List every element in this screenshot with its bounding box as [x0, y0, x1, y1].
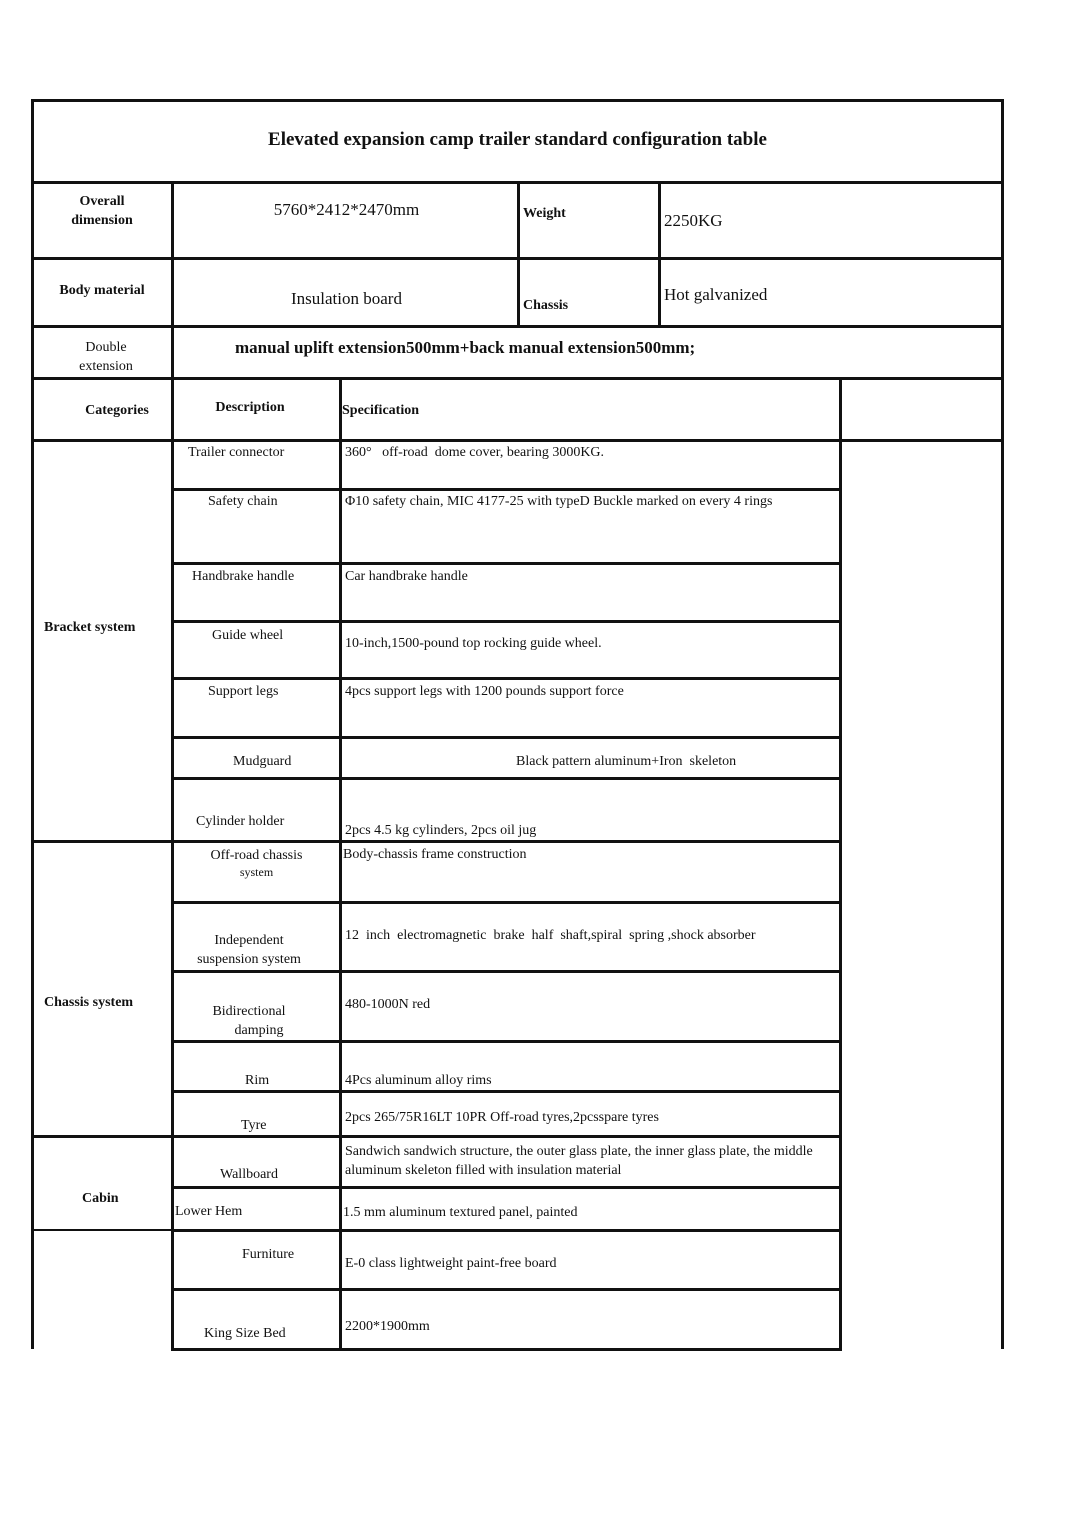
row-specification: 360° off-road dome cover, bearing 3000KG. [345, 445, 605, 460]
header-specification: Specification [342, 403, 419, 418]
divider [171, 1186, 842, 1189]
header-description: Description [215, 400, 285, 415]
overall-dimension-label [31, 192, 173, 230]
row-specification: Car handbrake handle [345, 569, 468, 584]
row-description: Trailer connector [188, 445, 285, 460]
row-specification: Φ10 safety chain, MIC 4177-25 with typeD Buckle marked on every 4 rings [345, 494, 773, 509]
divider [171, 562, 842, 565]
chassis-value: Hot galvanized [664, 285, 768, 304]
divider [339, 377, 342, 1350]
divider [171, 1288, 842, 1291]
row-description [174, 1002, 324, 1040]
category-cabin: Cabin [82, 1191, 119, 1206]
body-material-label: Body material [59, 283, 145, 298]
divider [171, 777, 842, 780]
divider [658, 181, 661, 327]
divider [171, 1090, 842, 1093]
divider [171, 736, 842, 739]
divider [31, 377, 1004, 380]
divider [31, 1229, 173, 1231]
row-description: Lower Hem [175, 1204, 243, 1219]
row-description: Tyre [241, 1118, 267, 1133]
row-description: Guide wheel [212, 628, 284, 643]
row-description-line1: Off-road chassis [210, 848, 303, 863]
divider [171, 901, 842, 904]
divider [31, 1135, 842, 1138]
overall-dimension-label-line2: dimension [71, 213, 133, 228]
divider [171, 677, 842, 680]
divider [171, 488, 842, 491]
row-specification: Sandwich sandwich structure, the outer glass plate, the inner glass plate, the middle aluminum skeleton filled with insulation material [345, 1144, 813, 1178]
row-description [174, 931, 324, 969]
overall-dimension-value: 5760*2412*2470mm [273, 200, 420, 219]
divider [171, 1348, 842, 1351]
double-extension-label-line2: extension [79, 359, 133, 374]
divider [839, 377, 842, 1350]
row-specification: 12 inch electromagnetic brake half shaft,spiral spring ,shock absorber [345, 928, 756, 943]
divider [31, 840, 842, 843]
row-description-line2: suspension system [197, 952, 301, 967]
row-description-line2: system [239, 865, 274, 879]
row-description: King Size Bed [204, 1326, 286, 1341]
divider [171, 1229, 842, 1232]
row-description: Wallboard [220, 1167, 278, 1182]
divider [171, 970, 842, 973]
row-description: Furniture [242, 1247, 295, 1262]
category-chassis-system: Chassis system [44, 995, 134, 1010]
weight-label: Weight [523, 206, 566, 221]
header-categories: Categories [85, 403, 149, 418]
row-specification: 480-1000N red [345, 997, 431, 1012]
row-description [174, 846, 339, 879]
chassis-label: Chassis [523, 298, 569, 313]
double-extension-value: manual uplift extension500mm+back manual extension500mm; [235, 338, 696, 357]
page-title: Elevated expansion camp trailer standard configuration table [268, 129, 767, 150]
row-description-line2: damping [234, 1023, 284, 1038]
table-border-right [1001, 99, 1004, 1349]
row-description: Mudguard [233, 754, 292, 769]
row-specification: E-0 class lightweight paint-free board [345, 1256, 557, 1271]
category-bracket-system: Bracket system [44, 620, 136, 635]
row-description: Handbrake handle [192, 569, 295, 584]
row-specification: 10-inch,1500-pound top rocking guide wheel. [345, 636, 602, 651]
overall-dimension-label-line1: Overall [79, 194, 125, 209]
row-specification: 1.5 mm aluminum textured panel, painted [343, 1205, 578, 1220]
divider [171, 620, 842, 623]
row-description: Rim [245, 1073, 270, 1088]
divider [31, 439, 1004, 442]
table-border-top [31, 99, 1004, 102]
double-extension-label-line1: Double [85, 340, 127, 355]
row-specification: Body-chassis frame construction [343, 847, 527, 862]
row-specification: 2pcs 265/75R16LT 10PR Off-road tyres,2pcsspare tyres [345, 1110, 659, 1125]
row-specification: 2pcs 4.5 kg cylinders, 2pcs oil jug [345, 823, 537, 838]
row-specification: Black pattern aluminum+Iron skeleton [516, 754, 737, 769]
row-specification: 4Pcs aluminum alloy rims [345, 1073, 492, 1088]
row-specification: 2200*1900mm [345, 1319, 430, 1334]
row-description: Cylinder holder [196, 814, 285, 829]
double-extension-label [31, 338, 181, 376]
divider [171, 1040, 842, 1043]
row-description: Support legs [208, 684, 279, 699]
row-description-line1: Independent [214, 933, 284, 948]
weight-value: 2250KG [664, 211, 723, 230]
row-description-line1: Bidirectional [212, 1004, 286, 1019]
body-material-value: Insulation board [291, 289, 402, 308]
row-specification: 4pcs support legs with 1200 pounds support force [345, 684, 624, 699]
row-description: Safety chain [208, 494, 278, 509]
